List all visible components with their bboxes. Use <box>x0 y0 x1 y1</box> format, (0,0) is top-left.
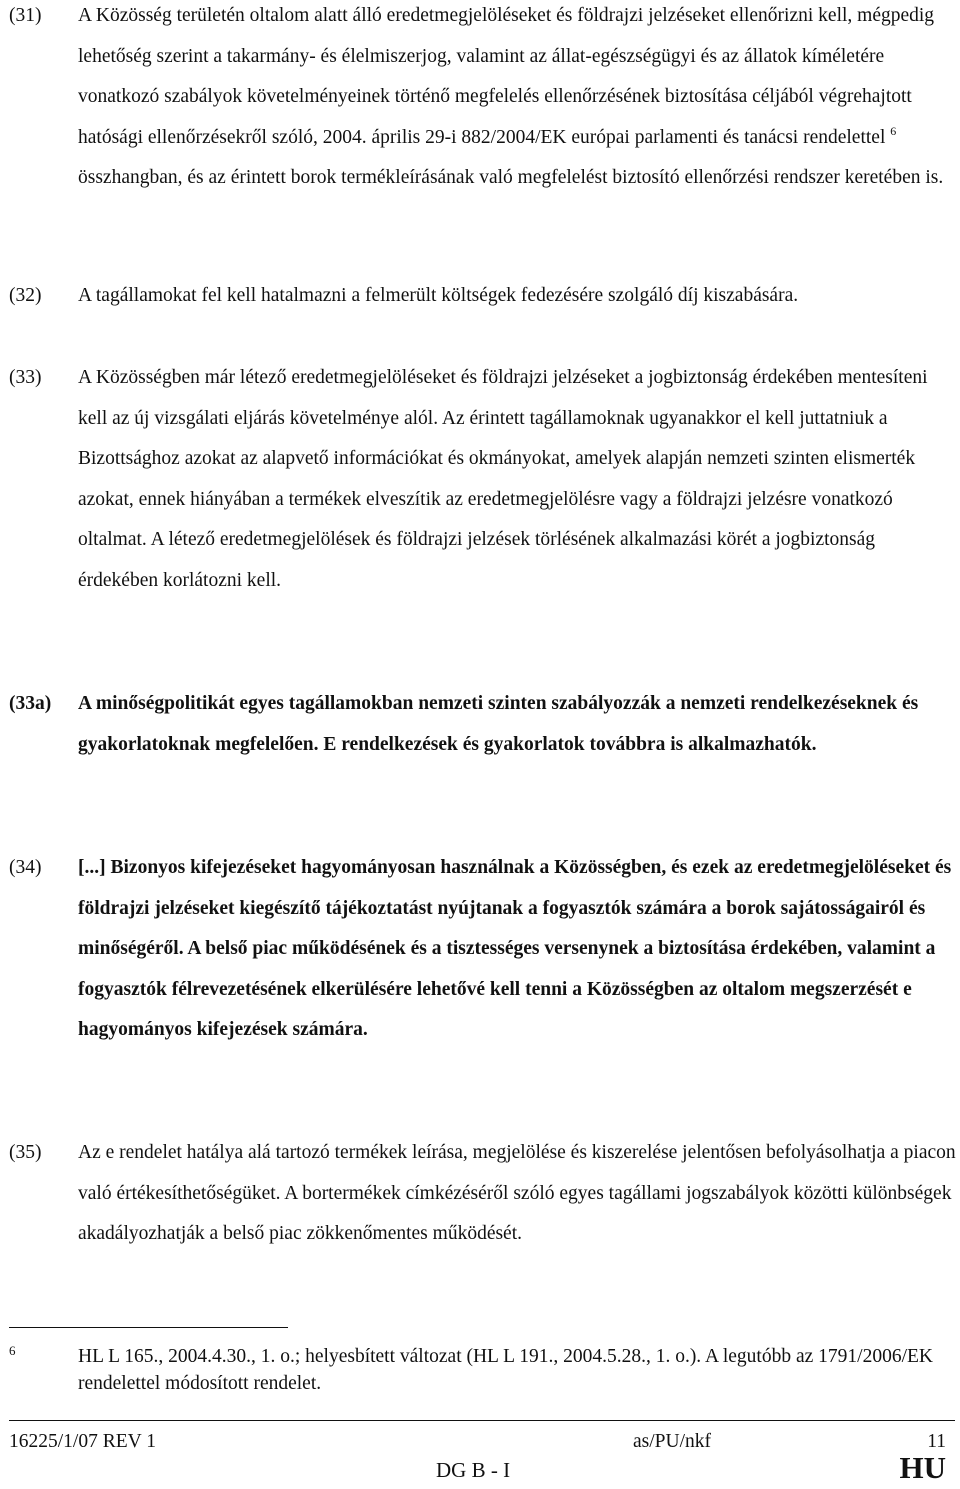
paragraph-text: A tagállamokat fel kell hatalmazni a felmerült költségek fedezésére szolgáló díj kiszabására. <box>78 285 799 306</box>
footnote-text: HL L 165., 2004.4.30., 1. o.; helyesbített változat (HL L 191., 2004.5.28., 1. o.). A legutóbb az 1791/2006/EK rendelettel módosított rendelet. <box>78 1346 933 1394</box>
paragraph-number: (33) <box>9 367 42 388</box>
paragraph-number: (34) <box>9 857 42 878</box>
paragraph-32 <box>9 276 957 317</box>
page-number: 11 <box>927 1431 946 1452</box>
document-reference: 16225/1/07 REV 1 <box>9 1431 156 1452</box>
footnote-number: 6 <box>9 1343 16 1358</box>
paragraph-number: (35) <box>9 1142 42 1163</box>
footnote-divider <box>9 1327 288 1328</box>
directorate-label: DG B - I <box>436 1458 511 1482</box>
paragraph-text: A Közösségben már létező eredetmegjelöléseket és földrajzi jelzéseket a jogbiztonság érdekében mentesíteni kell az új vizsgálati eljárás követelménye alól. Az érintett tagállamoknak ugyanakkor el kell juttatniuk a Bizottsághoz azokat az alapvető információkat és okmányokat, amelyek alapján nemzeti szinten elismerték azokat, ennek hiányában a termékek elveszítik az eredetmegjelölésre vagy a földrajzi jelzésre vonatkozó oltalmat. A létező eredetmegjelölések és földrajzi jelzések törlésének alkalmazási körét a jogbiztonság érdekében korlátozni kell. <box>78 367 928 591</box>
language-code: HU <box>899 1450 946 1485</box>
footnote <box>9 1343 957 1397</box>
paragraph-text: A Közösség területén oltalom alatt álló eredetmegjelöléseket és földrajzi jelzéseket ellenőrizni kell, mégpedig lehetőség szerint a takarmány- és élelmiszerjog, valamint az állat-egészségügyi és az állatok kíméletére vonatkozó szabályok követelményeinek történő megfelelés ellenőrzésének biztosítása céljából végrehajtott hatósági ellenőrzésekről szóló, 2004. április 29-i 882/2004/EK európai parlamenti és tanácsi rendelettel $^6$ összhangban, és az érintett borok termékleírásának való megfelelést biztosító ellenőrzési rendszer keretében is. <box>78 5 944 189</box>
footnote-reference[interactable]: 6 <box>890 123 897 138</box>
author-code: as/PU/nkf <box>633 1431 711 1452</box>
paragraph-number: (33a) <box>9 693 52 714</box>
paragraph-33a <box>9 684 957 765</box>
paragraph-33 <box>9 358 957 602</box>
footer-divider <box>9 1420 955 1421</box>
paragraph-text: Az e rendelet hatálya alá tartozó termékek leírása, megjelölése és kiszerelése jelentősen befolyásolhatja a piacon való értékesíthetőségüket. A bortermékek címkézéséről szóló egyes tagállami jogszabályok közötti különbségek akadályozhatják a belső piac zökkenőmentes működését. <box>78 1142 956 1245</box>
paragraph-35 <box>9 1133 957 1255</box>
paragraph-34 <box>9 848 957 1051</box>
paragraph-31 <box>9 0 957 199</box>
paragraph-number: (31) <box>9 5 42 26</box>
paragraph-text: [...] Bizonyos kifejezéseket hagyományosan használnak a Közösségben, és ezek az eredetmegjelöléseket és földrajzi jelzéseket kiegészítő tájékoztatást nyújtanak a fogyasztók számára a borok sajátosságairól és minőségéről. A belső piac működésének és a tisztességes versenynek a biztosítása érdekében, valamint a fogyasztók félrevezetésének elkerülésére lehetővé kell tenni a Közösségben az oltalom megszerzését e hagyományos kifejezések számára. <box>78 857 952 1041</box>
paragraph-text: A minőségpolitikát egyes tagállamokban nemzeti szinten szabályozzák a nemzeti rendelkezéseknek és gyakorlatoknak megfelelően. E rendelkezések és gyakorlatok továbbra is alkalmazhatók. <box>78 693 919 755</box>
paragraph-number: (32) <box>9 285 42 306</box>
